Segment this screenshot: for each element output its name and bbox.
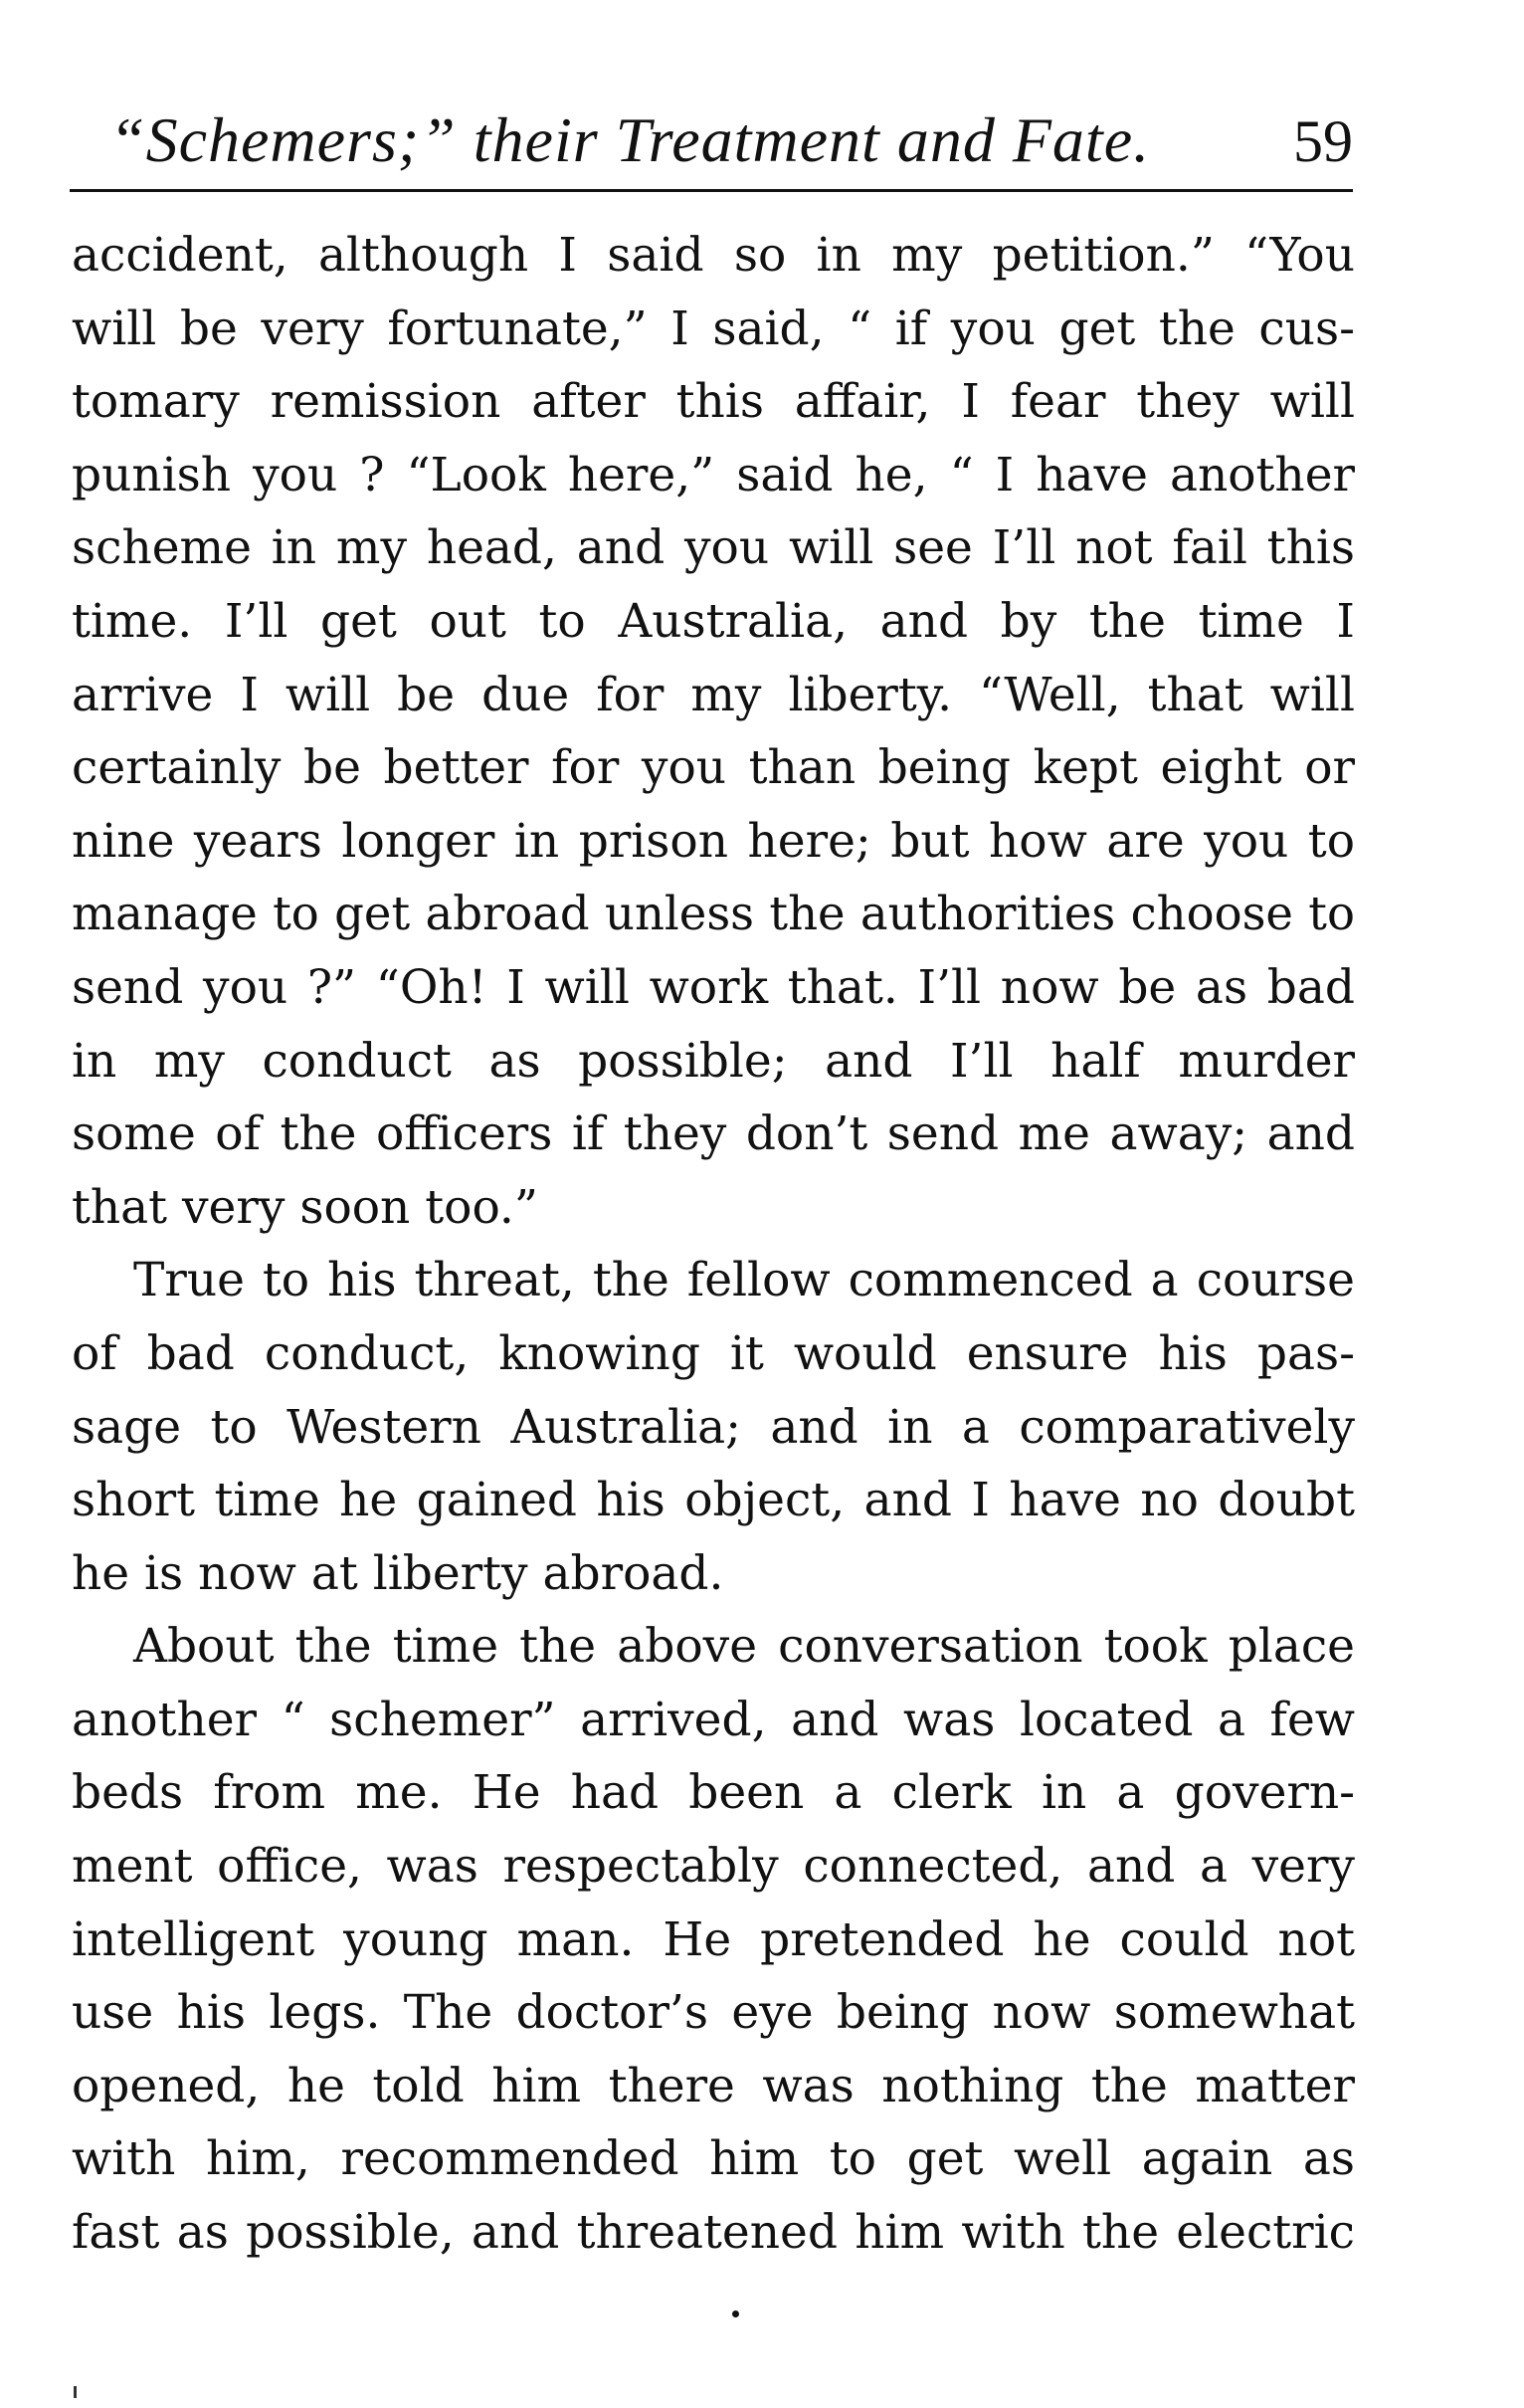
text-line: another “ schemer” arrived, and was located a few bbox=[72, 1692, 1355, 1747]
text-line: beds from me. He had been a clerk in a govern- bbox=[72, 1765, 1355, 1821]
ink-dot bbox=[732, 2310, 739, 2317]
text-line: arrive I will be due for my liberty. “Well, that will bbox=[72, 667, 1355, 722]
text-line: accident, although I said so in my petition.” “You bbox=[72, 228, 1355, 283]
text-line: of bad conduct, knowing it would ensure his pas- bbox=[72, 1325, 1355, 1381]
text-line: will be very fortunate,” I said, “ if you get the cus- bbox=[72, 301, 1355, 356]
text-line: About the time the above conversation took place bbox=[133, 1619, 1355, 1675]
text-line: that very soon too.” bbox=[72, 1179, 538, 1235]
text-line: he is now at liberty abroad. bbox=[72, 1545, 724, 1601]
body-text bbox=[72, 219, 1355, 2270]
text-line: fast as possible, and threatened him with the electric bbox=[72, 2205, 1355, 2261]
margin-mark bbox=[74, 2386, 77, 2398]
text-line: send you ?” “Oh! I will work that. I’ll now be as bad bbox=[72, 959, 1355, 1015]
page-number: 59 bbox=[1293, 108, 1353, 174]
paragraph bbox=[72, 1610, 1355, 2269]
text-line: time. I’ll get out to Australia, and by the time I bbox=[72, 593, 1355, 649]
paragraph bbox=[72, 219, 1355, 1244]
text-line: use his legs. The doctor’s eye being now somewhat bbox=[72, 1985, 1355, 2041]
text-line: tomary remission after this affair, I fear they will bbox=[72, 374, 1355, 430]
text-line: with him, recommended him to get well again as bbox=[72, 2131, 1355, 2187]
text-line: intelligent young man. He pretended he could not bbox=[72, 1911, 1355, 1967]
text-line: in my conduct as possible; and I’ll half murder bbox=[72, 1033, 1355, 1089]
text-line: scheme in my head, and you will see I’ll not fail this bbox=[72, 520, 1355, 576]
text-line: nine years longer in prison here; but how are you to bbox=[72, 813, 1355, 869]
text-line: manage to get abroad unless the authorities choose to bbox=[72, 887, 1355, 941]
text-line: ment office, was respectably connected, and a very bbox=[72, 1839, 1355, 1895]
running-title: “Schemers;” their Treatment and Fate. bbox=[109, 104, 1151, 175]
text-line: certainly be better for you than being kept eight or bbox=[72, 740, 1355, 796]
text-line: opened, he told him there was nothing the matter bbox=[72, 2058, 1355, 2113]
text-line: some of the officers if they don’t send me away; and bbox=[72, 1106, 1355, 1162]
header-rule bbox=[70, 189, 1353, 192]
running-head bbox=[70, 96, 1353, 187]
text-line: True to his threat, the fellow commenced a course bbox=[133, 1253, 1355, 1308]
paragraph bbox=[72, 1244, 1355, 1610]
text-line: sage to Western Australia; and in a comparatively bbox=[72, 1399, 1355, 1455]
text-line: short time he gained his object, and I have no doubt bbox=[72, 1473, 1355, 1528]
text-line: punish you ? “Look here,” said he, “ I have another bbox=[72, 447, 1355, 502]
